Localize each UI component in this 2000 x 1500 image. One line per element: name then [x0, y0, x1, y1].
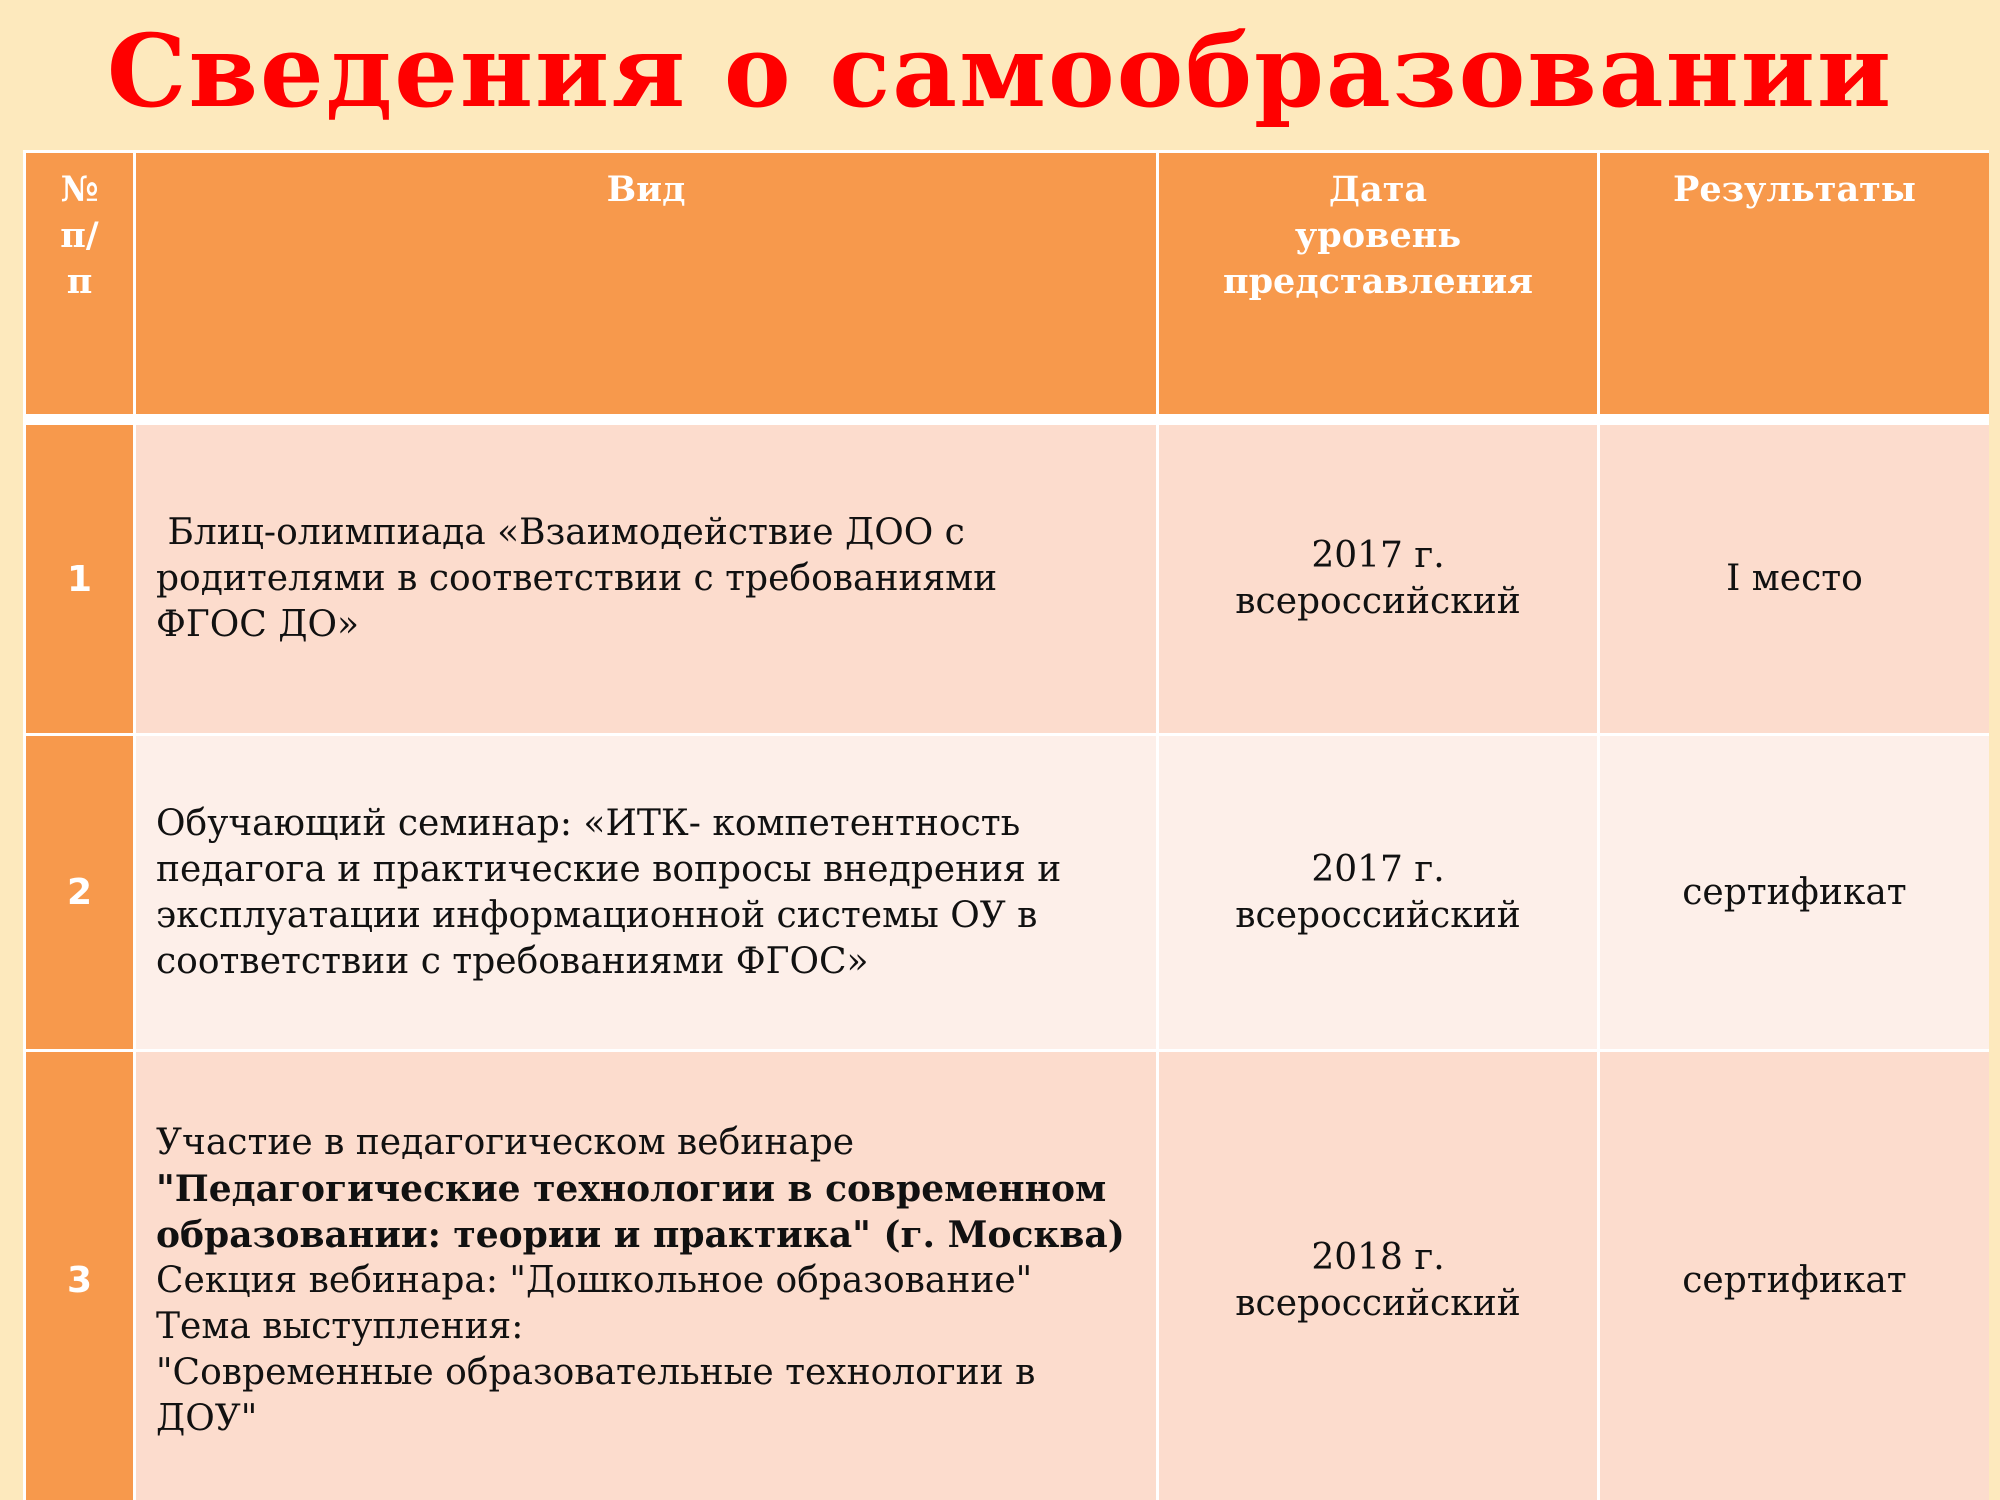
- date-level: всероссийский: [1235, 581, 1521, 622]
- vid-line: Участие в педагогическом вебинаре: [156, 1121, 855, 1163]
- date-level: всероссийский: [1235, 1282, 1521, 1324]
- vid-line: соответствии с требованиями ФГОС»: [156, 940, 869, 982]
- header-vid-label: Вид: [606, 169, 686, 210]
- separator-cell: [25, 416, 1990, 424]
- header-date-line: Дата: [1328, 169, 1428, 210]
- data-table: [23, 150, 1989, 1500]
- row-number: 3: [25, 1051, 135, 1500]
- vid-line: педагога и практические вопросы внедрения и: [156, 848, 1062, 890]
- row-result: сертификат: [1599, 735, 1990, 1051]
- header-results: [1599, 152, 1990, 416]
- date-level: всероссийский: [1235, 894, 1521, 936]
- header-date-line: уровень: [1294, 215, 1462, 256]
- header-number: [25, 152, 135, 416]
- table-row: [25, 735, 1990, 1051]
- header-date: [1158, 152, 1599, 416]
- vid-line-bold: "Педагогические технологии в современном: [156, 1167, 1107, 1210]
- row-vid: [135, 424, 1158, 735]
- vid-line: Тема выступления:: [156, 1305, 524, 1347]
- vid-line: "Современные образовательные технологии в ДОУ": [156, 1351, 1036, 1439]
- row-date: [1158, 1051, 1599, 1500]
- row-vid: [135, 1051, 1158, 1500]
- table-row: [25, 1051, 1990, 1500]
- header-number-line: п/: [60, 215, 99, 256]
- date-year: 2017 г.: [1311, 848, 1445, 890]
- header-date-line: представления: [1222, 261, 1534, 302]
- vid-line-bold: образовании: теории и практика" (г. Москва): [156, 1213, 1125, 1256]
- vid-line: Обучающий семинар: «ИТК- компетентность: [156, 802, 1021, 844]
- header-number-line: п: [66, 261, 93, 302]
- row-result: I место: [1599, 424, 1990, 735]
- date-year: 2017 г.: [1311, 535, 1445, 576]
- vid-line: ФГОС ДО»: [156, 604, 360, 645]
- vid-line: родителями в соответствии с требованиями: [156, 558, 998, 599]
- row-date: [1158, 735, 1599, 1051]
- vid-line: Секция вебинара: "Дошкольное образование": [156, 1259, 1033, 1301]
- header-vid: [135, 152, 1158, 416]
- self-education-table: [23, 150, 1989, 1500]
- page-title: Сведения о самообразовании: [106, 12, 1894, 130]
- row-number: 2: [25, 735, 135, 1051]
- header-separator: [25, 416, 1990, 424]
- row-number: 1: [25, 424, 135, 735]
- header-number-line: №: [60, 169, 99, 210]
- vid-line: Блиц-олимпиада «Взаимодействие ДОО с: [156, 512, 965, 553]
- table-row: [25, 424, 1990, 735]
- row-result: сертификат: [1599, 1051, 1990, 1500]
- row-vid: [135, 735, 1158, 1051]
- header-results-label: Результаты: [1673, 169, 1916, 210]
- date-year: 2018 г.: [1311, 1236, 1445, 1278]
- table-header-row: [25, 152, 1990, 416]
- row-date: [1158, 424, 1599, 735]
- vid-line: эксплуатации информационной системы ОУ в: [156, 894, 1038, 936]
